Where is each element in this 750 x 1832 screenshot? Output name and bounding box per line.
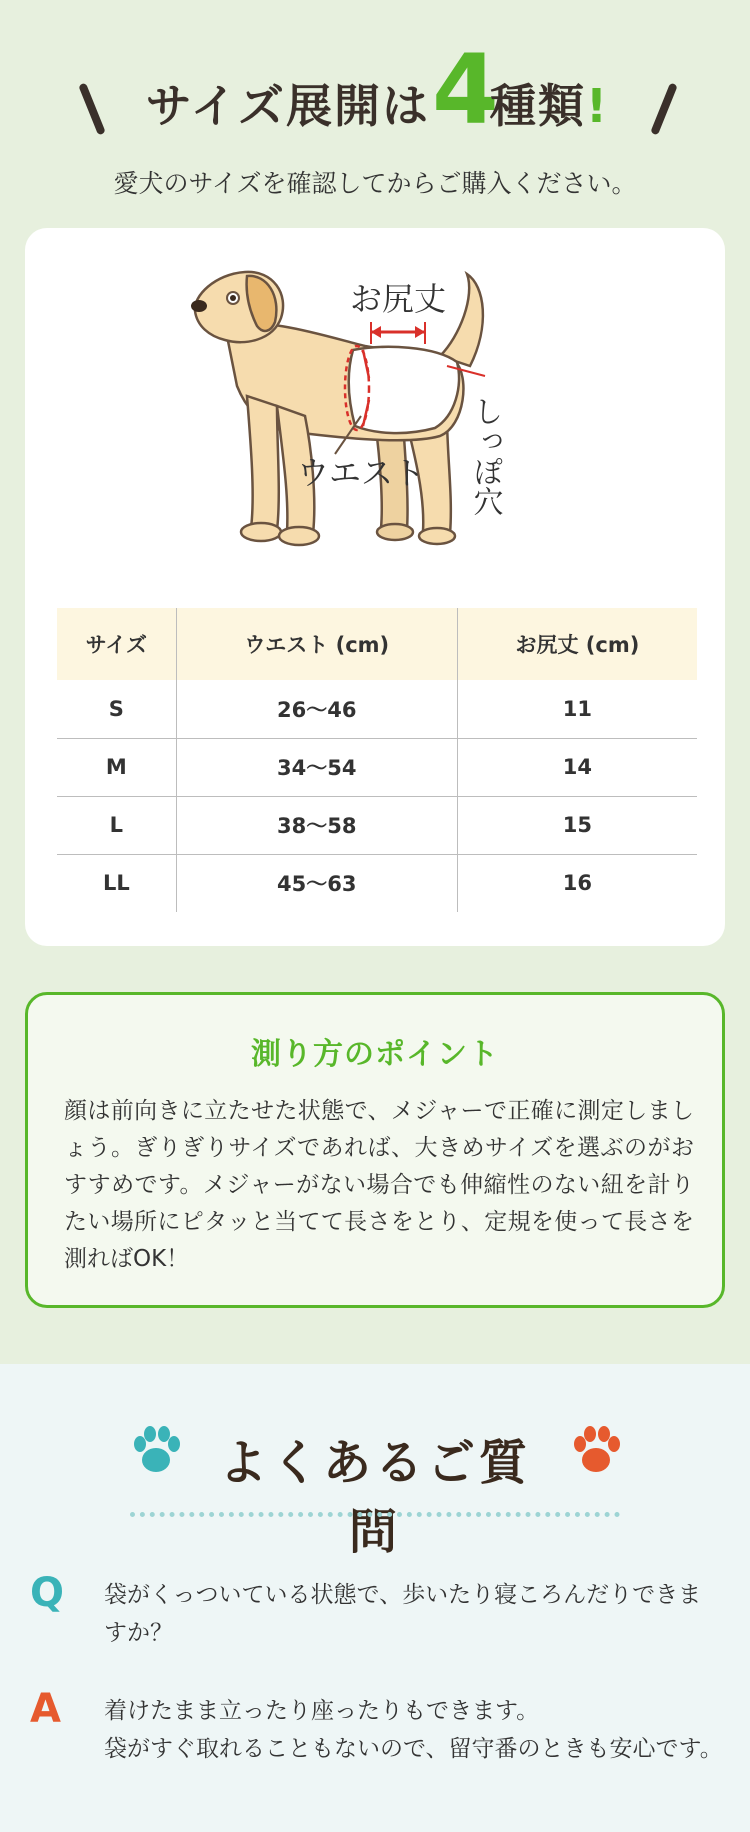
cell-size: S <box>57 680 176 738</box>
answer-line-1: 着けたまま立ったり座ったりもできます。 <box>104 1698 540 1724</box>
headline-rest <box>490 70 609 136</box>
header-size: サイズ <box>57 608 176 680</box>
paw-icon <box>128 1422 184 1478</box>
question-text: 袋がくっついている状態で、歩いたり寝ころんだりできますか？ <box>104 1582 702 1646</box>
label-hip: お尻丈 <box>350 280 447 318</box>
cell-waist: 26〜46 <box>176 680 457 738</box>
subtitle: 愛犬のサイズを確認してからご購入ください。 <box>113 169 637 198</box>
cell-waist: 34〜54 <box>176 738 457 796</box>
measure-point-box <box>25 992 725 1308</box>
label-waist: ウエスト <box>297 454 426 492</box>
faq-section <box>0 1364 750 1832</box>
table-row <box>57 680 697 738</box>
size-card <box>25 228 725 946</box>
size-table <box>57 608 697 912</box>
cell-hip: 16 <box>457 854 697 912</box>
cell-hip: 14 <box>457 738 697 796</box>
a-mark: A <box>30 1686 61 1732</box>
cell-waist: 38〜58 <box>176 796 457 854</box>
header-hip: お尻丈 (cm) <box>457 608 697 680</box>
table-row <box>57 796 697 854</box>
headline-slash-left <box>78 82 106 135</box>
measure-point-title: 測り方のポイント <box>251 1037 499 1072</box>
answer-line-2: 袋がすぐ取れることもないので、留守番のときも安心です。 <box>104 1736 723 1762</box>
paw-icon <box>568 1422 624 1478</box>
headline-rest-text: 種類 <box>490 79 586 133</box>
headline-slash-right <box>650 82 678 135</box>
label-tail-hole <box>468 396 503 516</box>
table-row <box>57 738 697 796</box>
cell-size: M <box>57 738 176 796</box>
table-row <box>57 854 697 912</box>
faq-heading <box>0 1416 750 1560</box>
faq-title: よくあるご質問 <box>218 1435 531 1560</box>
headline-number: 4 <box>432 34 499 146</box>
headline-main: サイズ展開は <box>145 79 430 133</box>
cell-size: LL <box>102 871 130 896</box>
header-waist: ウエスト (cm) <box>176 608 457 680</box>
dog-diagram <box>185 266 605 556</box>
cell-hip: 11 <box>457 680 697 738</box>
label-tail-text: しっぽ穴 <box>467 396 503 516</box>
measure-point-body: 顔は前向きに立たせた状態で、メジャーで正確に測定しましょう。ぎりぎりサイズであれば、大きめサイズを選ぶのがおすすめです。メジャーがない場合でも伸縮性のない紐を計りたい場所にピタッと当てて長さをとり、定規を使って長さを測ればOK！ <box>64 1098 694 1272</box>
cell-waist: 45〜63 <box>176 854 457 912</box>
headline-exclamation: ! <box>586 79 609 133</box>
q-mark: Q <box>30 1570 65 1616</box>
faq-divider <box>130 1512 620 1517</box>
answer-text <box>104 1692 724 1768</box>
cell-hip: 15 <box>457 796 697 854</box>
cell-size: L <box>57 796 176 854</box>
size-headline <box>0 34 750 150</box>
